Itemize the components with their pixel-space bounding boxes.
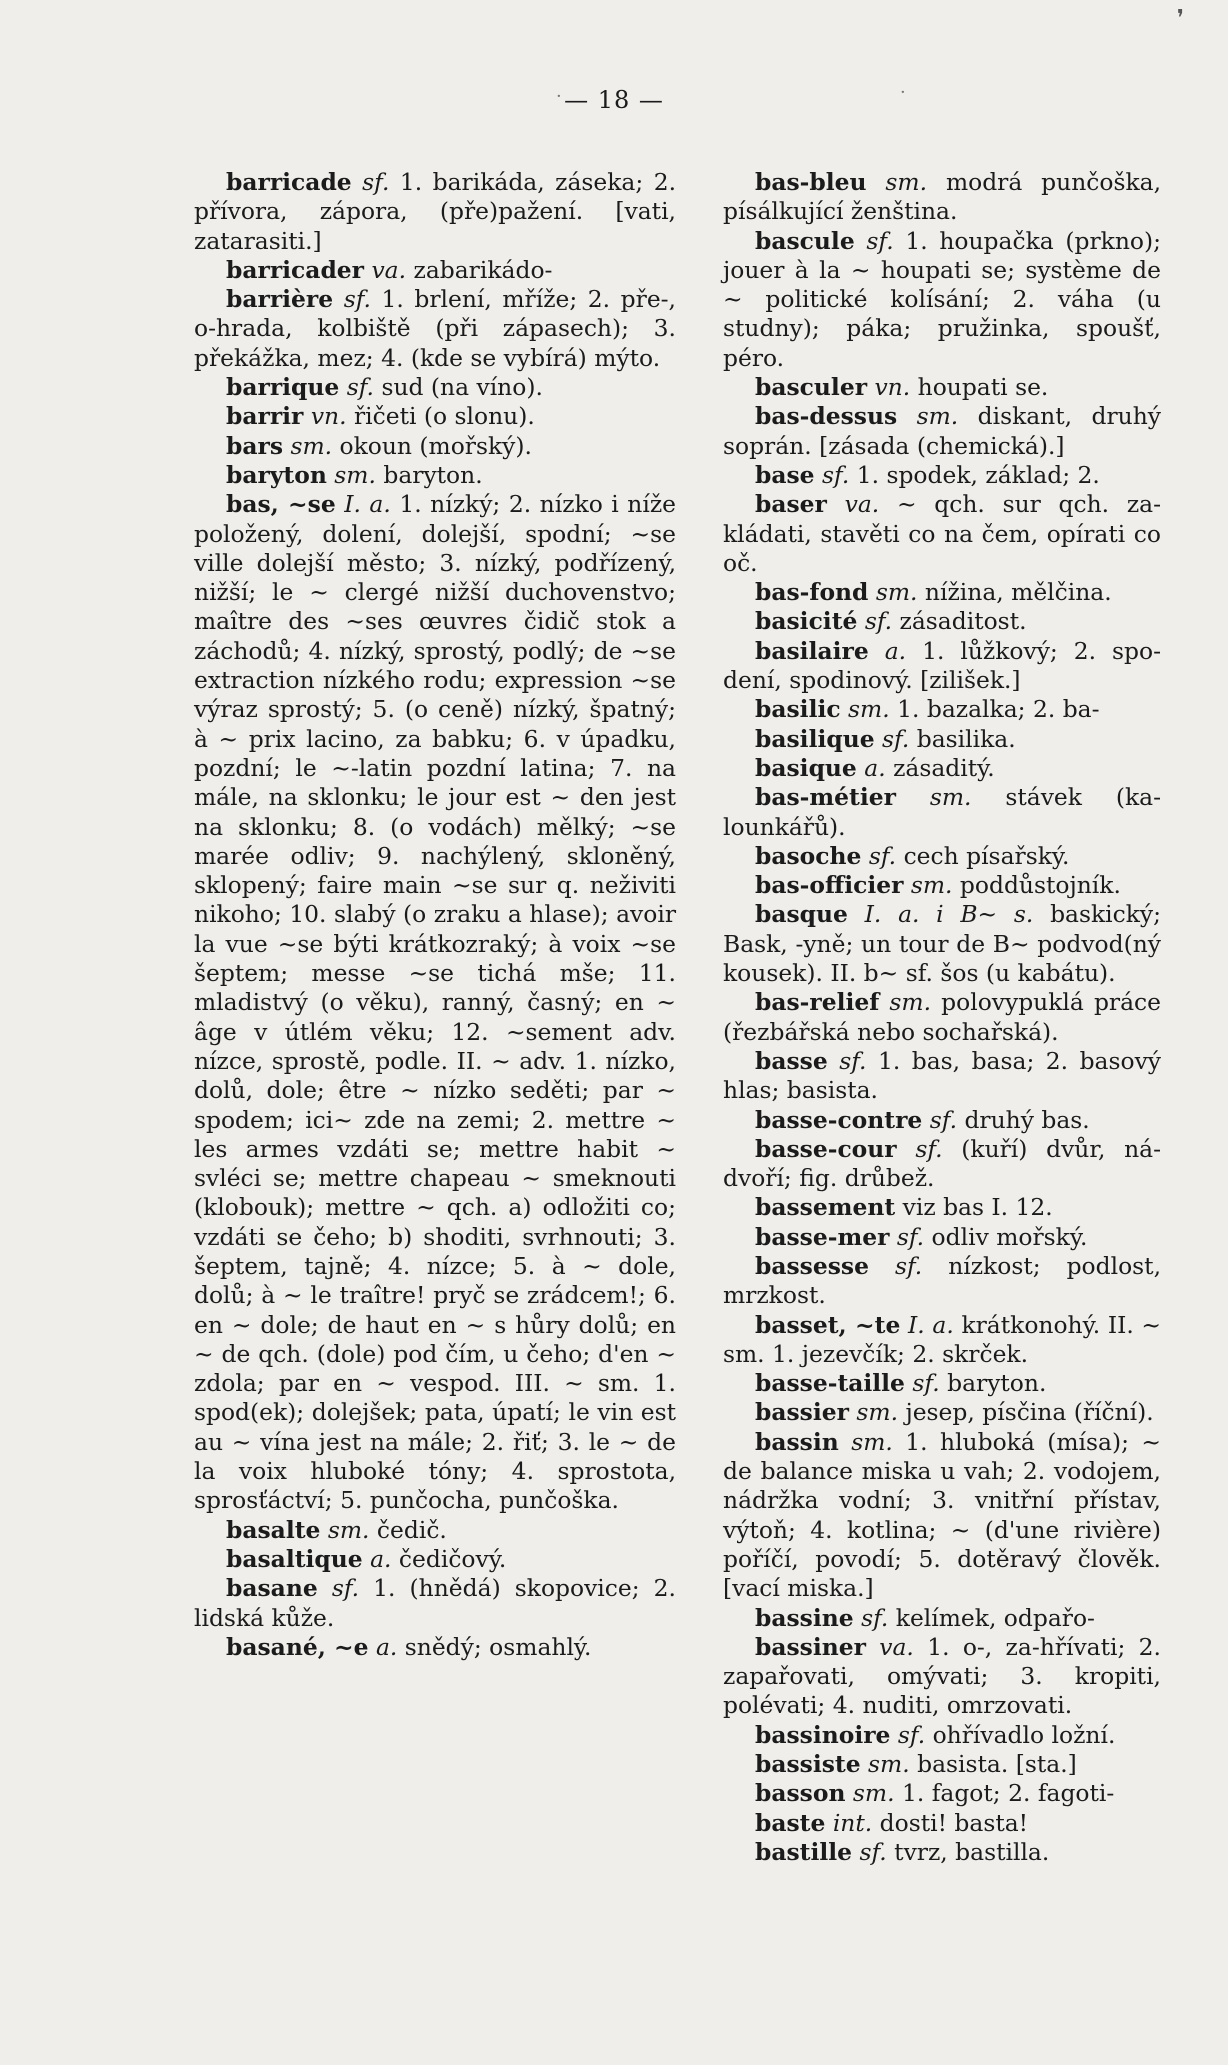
- entry-headword: bas-métier: [755, 783, 896, 812]
- entry-definition: snědý; osmahlý.: [404, 1632, 592, 1661]
- entry-grammar: vn.: [874, 373, 911, 402]
- entry-definition: baryton.: [383, 460, 483, 489]
- entry-headword: bars: [226, 431, 284, 460]
- entry-headword: basique: [755, 753, 857, 782]
- dictionary-entry: [723, 1633, 1161, 1721]
- entry-definition: řičeti (o slonu).: [353, 402, 535, 431]
- dictionary-entry: [723, 1750, 1161, 1779]
- entry-definition: (kuří) dvůr, nádvoří; fig. drůbež.: [723, 1134, 1161, 1193]
- entry-grammar: va.: [371, 255, 407, 284]
- right-column: [723, 168, 1161, 1867]
- entry-headword: basilique: [755, 724, 875, 753]
- entry-headword: basque: [755, 900, 848, 929]
- entry-definition: 1. (hnědá) skopovice; 2. lidská kůže.: [194, 1574, 676, 1632]
- entry-grammar: sf.: [859, 1837, 887, 1866]
- entry-grammar: sf.: [346, 373, 374, 402]
- entry-definition: nížina, mělčina.: [924, 578, 1112, 607]
- dictionary-entry: [194, 490, 676, 1515]
- entry-headword: bas-officier: [755, 871, 904, 900]
- entry-definition: poddůstojník.: [959, 871, 1121, 900]
- dictionary-entry: [723, 1252, 1161, 1311]
- dictionary-entry: [723, 1721, 1161, 1750]
- entry-headword: bas-fond: [755, 578, 869, 607]
- dictionary-entry: [723, 725, 1161, 754]
- entry-grammar: sf.: [896, 1222, 925, 1251]
- dictionary-entry: [723, 842, 1161, 871]
- entry-grammar: a.: [864, 753, 886, 782]
- dictionary-entry: [723, 695, 1161, 724]
- entry-grammar: sf.: [915, 1134, 943, 1163]
- entry-definition: polovypuklá práce (řezbářská nebo sochařská).: [723, 988, 1161, 1046]
- entry-grammar: sf.: [861, 1603, 889, 1632]
- entry-headword: bassine: [755, 1603, 854, 1632]
- dictionary-entry: [723, 578, 1161, 607]
- entry-definition: 1. fagot; 2. fagoti-: [901, 1779, 1115, 1808]
- entry-grammar: sm.: [929, 783, 972, 812]
- dictionary-entry: [723, 871, 1161, 900]
- entry-headword: basset, ~te: [755, 1310, 901, 1339]
- entry-headword: baryton: [226, 460, 327, 489]
- entry-definition: baryton.: [947, 1369, 1047, 1398]
- entry-headword: basicité: [755, 607, 858, 636]
- dictionary-entry: [723, 1135, 1161, 1194]
- entry-definition: čedičový.: [398, 1544, 507, 1573]
- entry-headword: basilic: [755, 695, 841, 724]
- entry-headword: basaltique: [226, 1544, 363, 1573]
- entry-definition: druhý bas.: [964, 1105, 1090, 1134]
- entry-grammar: sf.: [343, 285, 371, 314]
- entry-headword: basalte: [226, 1515, 321, 1544]
- entry-headword: bassinoire: [755, 1720, 891, 1749]
- print-speck-icon: ·: [900, 82, 906, 103]
- entry-headword: basse-cour: [755, 1134, 897, 1163]
- dictionary-entry: [723, 461, 1161, 490]
- dictionary-entry: [723, 168, 1161, 227]
- entry-definition: 1. brlení, mříže; 2. pře-, o-hrada, kolbiště (při zápasech); 3. překážka, mez; 4. (kde se vybírá) mýto.: [194, 285, 676, 372]
- dictionary-entry: [723, 607, 1161, 636]
- entry-grammar: sf.: [362, 168, 390, 196]
- entry-definition: okoun (mořský).: [339, 431, 532, 460]
- entry-definition: diskant, druhý soprán. [zásada (chemická).]: [723, 402, 1161, 460]
- left-column: [194, 168, 676, 1662]
- entry-headword: bassier: [755, 1398, 849, 1427]
- dictionary-entry: [194, 1545, 676, 1574]
- entry-definition: houpati se.: [917, 373, 1049, 402]
- dictionary-entry: [723, 1193, 1161, 1222]
- dictionary-entry: [723, 900, 1161, 988]
- entry-definition: 1. houpačka (prkno); jouer à la ~ houpati se; système de ~ politické kolísání; 2. váha (u studny); páka; pružinka, spoušť, péro.: [723, 226, 1161, 372]
- dictionary-entry: [723, 988, 1161, 1047]
- entry-definition: zásaditý.: [893, 753, 995, 782]
- entry-definition: 1. bazalka; 2. ba-: [897, 695, 1100, 724]
- entry-definition: zásaditost.: [899, 607, 1027, 636]
- entry-headword: barrir: [226, 402, 304, 431]
- entry-definition: baskický; Bask, -yně; un tour de B~ podvod(ný kousek). II. b~ sf. šos (u kabátu).: [723, 900, 1162, 988]
- entry-headword: barricader: [226, 255, 365, 284]
- entry-grammar: I. a.: [908, 1310, 954, 1339]
- entry-grammar: sm.: [868, 1750, 910, 1779]
- entry-definition: krátkonohý. II. ~ sm. 1. jezevčík; 2. skrček.: [723, 1310, 1162, 1368]
- entry-headword: bas-bleu: [755, 168, 867, 196]
- entry-grammar: sm.: [334, 460, 376, 489]
- entry-definition: jesep, písčina (říční).: [905, 1398, 1154, 1427]
- entry-grammar: sm.: [290, 431, 333, 460]
- dictionary-entry: [723, 1223, 1161, 1252]
- dictionary-entry: [723, 1106, 1161, 1135]
- entry-headword: bassiner: [755, 1632, 866, 1661]
- entry-grammar: sm.: [852, 1779, 895, 1808]
- entry-definition: 1. lůžkový; 2. spodení, spodinový. [zilišek.]: [723, 636, 1162, 695]
- entry-headword: bas-relief: [755, 988, 880, 1017]
- entry-headword: basse-taille: [755, 1369, 905, 1398]
- entry-definition: odliv mořský.: [931, 1222, 1088, 1251]
- entry-grammar: sm.: [889, 988, 932, 1017]
- entry-grammar: va.: [879, 1632, 914, 1661]
- entry-grammar: sf.: [822, 460, 850, 489]
- entry-headword: barrique: [226, 373, 340, 402]
- dictionary-entry: [723, 637, 1161, 696]
- entry-definition: nízkost; podlost, mrzkost.: [723, 1251, 1162, 1310]
- entry-grammar: a.: [884, 636, 907, 665]
- dictionary-entry: [723, 1838, 1161, 1867]
- entry-grammar: sf.: [894, 1251, 923, 1280]
- entry-definition: čedič.: [376, 1515, 447, 1544]
- entry-headword: barricade: [226, 168, 352, 196]
- entry-grammar: sm.: [910, 871, 953, 900]
- entry-grammar: sm.: [885, 168, 928, 196]
- entry-grammar: sm.: [327, 1515, 370, 1544]
- entry-definition: tvrz, bastilla.: [894, 1837, 1050, 1866]
- dictionary-entry: [194, 373, 676, 402]
- dictionary-entry: [723, 1398, 1161, 1427]
- entry-grammar: sf.: [864, 607, 893, 636]
- dictionary-entry: [194, 285, 676, 373]
- entry-grammar: sf.: [839, 1046, 867, 1075]
- entry-definition: 1. spodek, základ; 2.: [856, 460, 1100, 489]
- entry-grammar: sf.: [866, 226, 894, 255]
- dictionary-entry: [194, 256, 676, 285]
- print-speck-icon: ·: [556, 86, 562, 107]
- dictionary-entry: [723, 1428, 1161, 1604]
- dictionary-entry: [723, 490, 1161, 578]
- entry-headword: bassin: [755, 1427, 839, 1456]
- dictionary-entry: [194, 1633, 676, 1662]
- entry-definition: ohřívadlo ložní.: [932, 1720, 1116, 1749]
- entry-grammar: sf.: [882, 724, 910, 753]
- entry-grammar: sm.: [916, 402, 959, 431]
- dictionary-entry: [194, 402, 676, 431]
- entry-headword: baser: [755, 490, 827, 519]
- dictionary-entry: [723, 1604, 1161, 1633]
- entry-definition: 1. o-, za-hřívati; 2. zapařovati, omývati; 3. kropiti, polévati; 4. nuditi, omrzovati.: [723, 1632, 1161, 1720]
- entry-headword: basse-contre: [755, 1105, 923, 1134]
- entry-headword: basane: [226, 1574, 318, 1603]
- dictionary-entry: [723, 402, 1161, 461]
- entry-headword: baste: [755, 1808, 826, 1837]
- page-number: — 18 —: [564, 86, 664, 114]
- corner-mark-icon: ❜: [1176, 6, 1184, 31]
- entry-definition: kelímek, odpařo-: [895, 1603, 1095, 1632]
- dictionary-entry: [194, 1574, 676, 1633]
- entry-headword: basoche: [755, 841, 862, 870]
- dictionary-entry: [723, 1779, 1161, 1808]
- dictionary-entry: [723, 1311, 1161, 1370]
- entry-grammar: sm.: [851, 1427, 893, 1456]
- dictionary-entry: [723, 1809, 1161, 1838]
- entry-headword: basson: [755, 1779, 846, 1808]
- dictionary-entry: [723, 373, 1161, 402]
- entry-definition: viz bas I. 12.: [902, 1193, 1053, 1222]
- entry-definition: 1. barikáda, záseka; 2. přívora, zápora, (pře)pažení. [vati, zatarasiti.]: [194, 168, 677, 255]
- entry-grammar: int.: [832, 1808, 873, 1837]
- entry-headword: basse-mer: [755, 1222, 890, 1251]
- entry-definition: basilika.: [916, 724, 1016, 753]
- entry-definition: cech písařský.: [903, 841, 1070, 870]
- entry-grammar: I. a.: [344, 490, 391, 519]
- dictionary-entry: [723, 1047, 1161, 1106]
- entry-grammar: sf.: [929, 1105, 958, 1134]
- entry-definition: zabarikádo-: [413, 255, 553, 284]
- entry-headword: bassiste: [755, 1750, 861, 1779]
- entry-grammar: vn.: [310, 402, 347, 431]
- dictionary-entry: [194, 168, 676, 256]
- entry-headword: basse: [755, 1046, 828, 1075]
- dictionary-entry: [194, 1516, 676, 1545]
- entry-grammar: a.: [370, 1544, 392, 1573]
- entry-definition: basista. [sta.]: [917, 1750, 1077, 1779]
- entry-headword: bascule: [755, 226, 855, 255]
- entry-grammar: sm.: [848, 695, 890, 724]
- entry-definition: stávek (kalounkářů).: [723, 783, 1161, 841]
- entry-definition: dosti! basta!: [879, 1808, 1029, 1837]
- entry-definition: modrá punčoška, písálkující ženština.: [723, 168, 1162, 226]
- entry-headword: bastille: [755, 1837, 853, 1866]
- entry-grammar: sf.: [912, 1369, 940, 1398]
- entry-grammar: va.: [844, 490, 880, 519]
- entry-grammar: sf.: [897, 1720, 926, 1749]
- entry-headword: bas, ~se: [226, 490, 336, 519]
- dictionary-entry: [194, 461, 676, 490]
- entry-headword: bassement: [755, 1193, 896, 1222]
- dictionary-entry: [723, 227, 1161, 373]
- dictionary-entry: [723, 783, 1161, 842]
- entry-headword: barrière: [226, 285, 334, 314]
- entry-definition: ~ qch. sur qch. zakládati, stavěti co na čem, opírati co oč.: [723, 490, 1162, 577]
- entry-definition: 1. bas, basa; 2. basový hlas; basista.: [723, 1046, 1162, 1105]
- entry-definition: 1. nízký; 2. nízko i níže položený, dolení, dolejší, spodní; ~se ville dolejší město; 3. nízký, podřízený, nižší; le ~ clergé nižší duchovenstvo; maître des ~ses œuvres čidič stok a záchodů; 4. nízký, sprostý, podlý; de ~se extraction nízkého rodu; expression ~se výraz sprostý; 5. (o ceně) nízký, špatný; à ~ prix lacino, za babku; 6. v úpadku, pozdní; le ~-latin pozdní latina; 7. na mále, na sklonku; le jour est ~ den jest na sklonku; 8. (o vodách) mělký; ~se marée odliv; 9. nachýlený, skloněný, sklopený; faire main ~se sur q. neživiti nikoho; 10. slabý (o zraku a hlase); avoir la vue ~se býti krátkozraký; à voix ~se šeptem; messe ~se tichá mše; 11. mladistvý (o věku), ranný, časný; en ~ âge v útlém věku; 12. ~sement adv. nízce, sprostě, podle. II. ~ adv. 1. nízko, dolů, dole; être ~ nízko seděti; par ~ spodem; ici~ zde na zemi; 2. mettre ~ les armes vzdáti se; mettre habit ~ svléci se; mettre chapeau ~ smeknouti (klobouk); mettre ~ qch. a) odložiti co; vzdáti se čeho; b) shoditi, svrhnouti; 3. šeptem, tajně; 4. nízce; 5. à ~ dole, dolů; à ~ le traître! pryč se zrádcem!; 6. en ~ dole; de haut en ~ s hůry dolů; en ~ de qch. (dole) pod čím, u čeho; d'en ~ zdola; par en ~ vespod. III. ~ sm. 1. spod(ek); dolejšek; pata, úpatí; le vin est au ~ vína jest na mále; 2. řiť; 3. le ~ de la voix hluboké tóny; 4. sprostota, sprosťáctví; 5. punčocha, punčoška.: [194, 490, 677, 1515]
- entry-grammar: sf.: [331, 1574, 360, 1603]
- entry-grammar: sm.: [875, 578, 918, 607]
- entry-grammar: sm.: [856, 1398, 899, 1427]
- entry-headword: bas-dessus: [755, 402, 898, 431]
- entry-headword: basculer: [755, 373, 868, 402]
- entry-headword: base: [755, 460, 815, 489]
- dictionary-entry: [723, 1369, 1161, 1398]
- entry-definition: 1. hluboká (mísa); ~ de balance miska u vah; 2. vodojem, nádržka vodní; 3. vnitřní přístav, výtoň; 4. kotlina; ~ (d'une rivière) poříčí, povodí; 5. dotěravý člověk. [vací miska.]: [723, 1427, 1161, 1603]
- entry-grammar: sf.: [868, 841, 897, 870]
- dictionary-entry: [723, 754, 1161, 783]
- entry-grammar: I. a. i B~ s.: [864, 900, 1034, 929]
- dictionary-entry: [194, 432, 676, 461]
- entry-grammar: a.: [375, 1632, 398, 1661]
- entry-headword: basané, ~e: [226, 1632, 369, 1661]
- entry-headword: basilaire: [755, 636, 869, 665]
- entry-headword: bassesse: [755, 1251, 869, 1280]
- entry-definition: sud (na víno).: [381, 373, 543, 402]
